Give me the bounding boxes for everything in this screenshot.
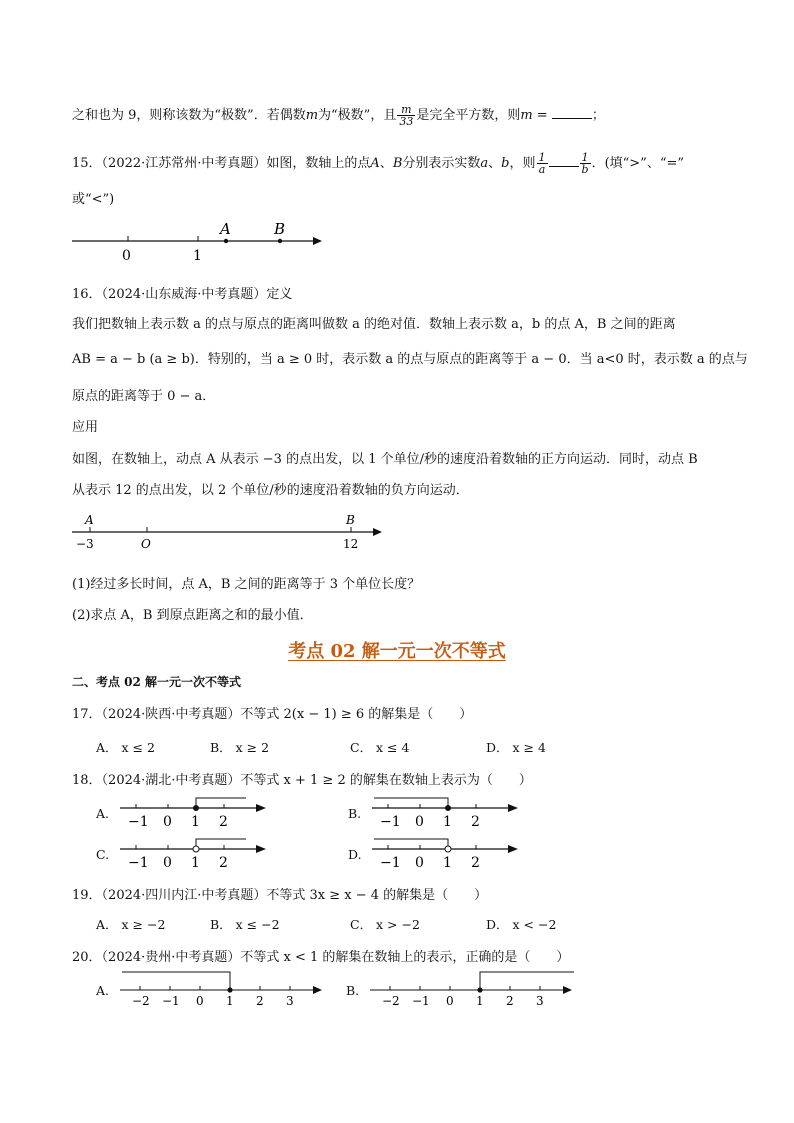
q15-label-a: A	[220, 220, 231, 238]
q16-line5: 如图，在数轴上，动点 A 从表示 −3 的点出发，以 1 个单位/秒的速度沿着数轴的正方向运动．同时，动点 B	[72, 452, 698, 467]
q15-text-a: 15．（2022·江苏常州·中考真题）如图，数轴上的点	[72, 156, 371, 171]
q17-question: 17．（2024·陕西·中考真题）不等式 2(x − 1) ≥ 6 的解集是（ ）	[72, 707, 473, 722]
q15-var-b: b	[501, 156, 510, 171]
q14-var-m: m	[305, 108, 319, 123]
q17-option-c[interactable]: C． x ≤ 4	[350, 740, 410, 755]
q18-label-d[interactable]: D.	[348, 847, 362, 862]
q15-sep: 、	[379, 156, 393, 171]
q20-option-a-number-line[interactable]	[118, 968, 328, 1008]
svg-text:3: 3	[286, 994, 294, 1008]
q16-tick-o: O	[141, 537, 151, 551]
svg-text:2: 2	[506, 994, 514, 1008]
svg-text:0: 0	[446, 994, 454, 1008]
q16-tick-12: 12	[343, 537, 359, 551]
q18-option-b-number-line[interactable]	[370, 795, 522, 833]
q19-option-d[interactable]: D． x < −2	[486, 917, 557, 932]
q15-point-a: A	[370, 156, 380, 171]
q15-fraction-2: $\frac{1}{b}$	[581, 151, 589, 176]
svg-text:0: 0	[415, 814, 424, 830]
q16-line3: 原点的距离等于 0 − a．	[72, 389, 216, 404]
q20-option-b-number-line[interactable]	[368, 968, 578, 1008]
svg-text:−2: −2	[382, 994, 400, 1008]
svg-text:1: 1	[226, 994, 234, 1008]
svg-text:−1: −1	[380, 814, 401, 830]
svg-text:1: 1	[191, 814, 200, 830]
q16-label-b: B	[346, 513, 355, 527]
q15-fraction-1: $\frac{1}{a}$	[538, 151, 546, 176]
svg-text:2: 2	[471, 855, 480, 871]
q16-number-line	[70, 510, 390, 554]
svg-text:−1: −1	[380, 855, 401, 871]
q14-answer-var: m =	[520, 108, 548, 123]
svg-text:−1: −1	[128, 855, 149, 871]
svg-text:1: 1	[191, 855, 200, 871]
q14-text-b: 为“极数”，且	[318, 108, 397, 123]
q18-label-b[interactable]: B.	[348, 806, 362, 821]
q15-label-b: B	[274, 220, 286, 238]
q14-answer-blank[interactable]	[552, 106, 592, 119]
q15-point-b: B	[392, 156, 403, 171]
q15-answer-blank[interactable]	[549, 156, 579, 167]
q16-tick-minus3: −3	[76, 537, 94, 551]
svg-text:1: 1	[443, 814, 452, 830]
q14-text-e: ；	[591, 108, 605, 123]
q18-option-d-number-line[interactable]	[370, 836, 522, 874]
svg-text:2: 2	[471, 814, 480, 830]
q14-text-a: 之和也为 9，则称该数为“极数”．若偶数	[72, 108, 306, 123]
q14-fraction: $\frac{m}{33}$	[399, 103, 414, 128]
q18-option-a-number-line[interactable]	[118, 795, 270, 833]
q18-question: 18．（2024·湖北·中考真题）不等式 x + 1 ≥ 2 的解集在数轴上表示为（ ）	[72, 773, 532, 788]
q16-label-a: A	[85, 513, 94, 527]
q18-label-c[interactable]: C.	[96, 847, 110, 862]
q19-option-b[interactable]: B． x ≤ −2	[210, 917, 280, 932]
q15-comma: 、	[488, 156, 502, 171]
svg-text:−2: −2	[132, 994, 150, 1008]
svg-text:1: 1	[443, 855, 452, 871]
q18-option-c-number-line[interactable]	[118, 836, 270, 874]
svg-text:−1: −1	[162, 994, 180, 1008]
section-subhead: 二、考点 02 解一元一次不等式	[72, 675, 242, 689]
svg-text:−1: −1	[128, 814, 149, 830]
q14-tail-line	[72, 104, 605, 127]
q16-line6: 从表示 12 的点出发，以 2 个单位/秒的速度沿着数轴的负方向运动．	[72, 483, 469, 498]
svg-text:2: 2	[219, 855, 228, 871]
q19-question: 19．（2024·四川内江·中考真题）不等式 3x ≥ x − 4 的解集是（ ）	[72, 888, 488, 903]
q15-line1	[72, 152, 684, 175]
q14-text-c: 是完全平方数，则	[416, 108, 521, 123]
q16-head: 16．（2024·山东威海·中考真题）定义	[72, 287, 293, 302]
svg-text:0: 0	[196, 994, 204, 1008]
q15-number-line	[70, 218, 330, 264]
q15-line2: 或“<”)	[72, 192, 115, 207]
svg-text:0: 0	[415, 855, 424, 871]
q16-line4: 应用	[72, 420, 99, 435]
svg-text:2: 2	[219, 814, 228, 830]
q16-sub1: (1)经过多长时间，点 A，B 之间的距离等于 3 个单位长度？	[72, 577, 421, 592]
q16-line2: AB = a − b (a ≥ b)．特别的，当 a ≥ 0 时，表示数 a 的点与原点的距离等于 a − 0．当 a<0 时，表示数 a 的点与	[72, 352, 748, 367]
svg-text:0: 0	[163, 814, 172, 830]
q15-tick-1: 1	[193, 248, 202, 264]
section-title: 考点 02 解一元一次不等式	[288, 641, 506, 662]
q15-var-a: a	[480, 156, 489, 171]
q15-text-c: ，则	[509, 156, 536, 171]
q15-text-d: ．(填“>”、“=”	[591, 156, 685, 171]
q18-label-a[interactable]: A.	[96, 806, 110, 821]
q20-label-a[interactable]: A.	[96, 983, 110, 998]
q19-option-a[interactable]: A． x ≥ −2	[96, 917, 166, 932]
svg-text:0: 0	[163, 855, 172, 871]
q16-line1: 我们把数轴上表示数 a 的点与原点的距离叫做数 a 的绝对值．数轴上表示数 a，b 的点 A，B 之间的距离	[72, 317, 676, 332]
q17-option-a[interactable]: A． x ≤ 2	[96, 740, 155, 755]
svg-text:2: 2	[256, 994, 264, 1008]
q15-tick-0: 0	[122, 248, 131, 264]
svg-text:−1: −1	[412, 994, 430, 1008]
q17-option-d[interactable]: D． x ≥ 4	[486, 740, 546, 755]
svg-text:1: 1	[476, 994, 484, 1008]
q19-option-c[interactable]: C． x > −2	[350, 917, 420, 932]
q15-text-b: 分别表示实数	[402, 156, 481, 171]
svg-text:3: 3	[536, 994, 544, 1008]
q20-question: 20．（2024·贵州·中考真题）不等式 x < 1 的解集在数轴上的表示，正确的是（ ）	[72, 950, 570, 965]
q16-sub2: (2)求点 A，B 到原点距离之和的最小值．	[72, 608, 313, 623]
q17-option-b[interactable]: B． x ≥ 2	[210, 740, 270, 755]
q20-label-b[interactable]: B.	[346, 983, 360, 998]
